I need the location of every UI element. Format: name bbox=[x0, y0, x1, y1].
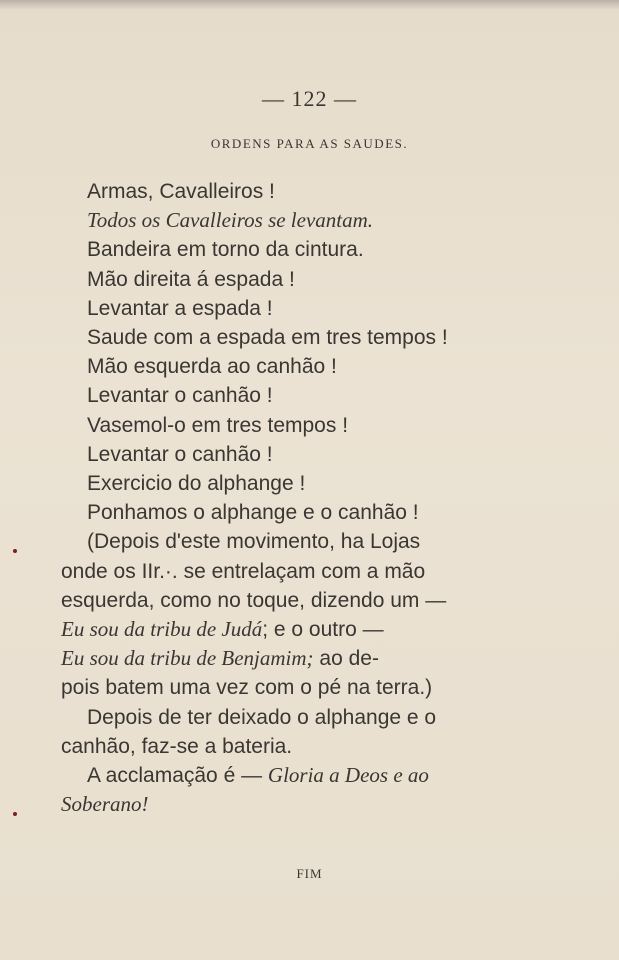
para2-line-1: Depois de ter deixado o alphange e o bbox=[87, 705, 437, 729]
para3-line-2: Soberano! bbox=[61, 792, 149, 817]
para1-line-1-text: (Depois d'este movimento, ha Lojas bbox=[87, 530, 421, 554]
page-number: — 122 — bbox=[262, 86, 357, 111]
line-3: Bandeira em torno da cintura. bbox=[87, 238, 364, 262]
para1-line-4 bbox=[61, 615, 555, 644]
line-9: Vasemol-o em tres tempos ! bbox=[87, 413, 349, 437]
body-text bbox=[61, 177, 555, 819]
line-1: Armas, Cavalleiros ! bbox=[87, 180, 275, 203]
para3-line-1-italic: Gloria a Deos e ao bbox=[267, 763, 429, 788]
para1-line-1 bbox=[61, 527, 555, 556]
line-12: Ponhamos o alphange e o canhão ! bbox=[87, 501, 419, 525]
para1-line-5-italic: Eu sou da tribu de Benjamim; bbox=[61, 646, 314, 671]
para3-line-1-start: A acclamação é — bbox=[87, 764, 268, 788]
para1-line-5-rest: ao de- bbox=[313, 647, 379, 671]
para1-line-2: onde os IIr.·. se entrelaçam com a mão bbox=[61, 559, 426, 583]
line-4: Mão direita á espada ! bbox=[87, 267, 295, 291]
line-10: Levantar o canhão ! bbox=[87, 442, 273, 466]
line-11: Exercicio do alphange ! bbox=[87, 472, 306, 496]
para1-line-4-italic: Eu sou da tribu de Judá bbox=[61, 617, 263, 642]
ink-spot bbox=[13, 812, 17, 816]
para1-line-4-rest: ; e o outro — bbox=[262, 618, 384, 642]
line-5: Levantar a espada ! bbox=[87, 296, 273, 320]
line-6: Saude com a espada em tres tempos ! bbox=[87, 326, 448, 350]
line-7: Mão esquerda ao canhão ! bbox=[87, 355, 337, 379]
ink-spot bbox=[13, 549, 17, 553]
para2-line-2: canhão, faz-se a bateria. bbox=[61, 734, 293, 758]
line-8: Levantar o canhão ! bbox=[87, 384, 273, 408]
page-top-edge bbox=[0, 0, 619, 10]
section-heading: ORDENS PARA AS SAUDES. bbox=[210, 136, 409, 151]
para3-line-1 bbox=[61, 761, 555, 790]
end-mark: FIM bbox=[296, 866, 323, 881]
para1-line-6: pois batem uma vez com o pé na terra.) bbox=[61, 676, 433, 700]
para1-line-3: esquerda, como no toque, dizendo um — bbox=[61, 588, 447, 612]
line-2: Todos os Cavalleiros se levantam. bbox=[87, 208, 374, 233]
para1-line-5 bbox=[61, 644, 555, 673]
